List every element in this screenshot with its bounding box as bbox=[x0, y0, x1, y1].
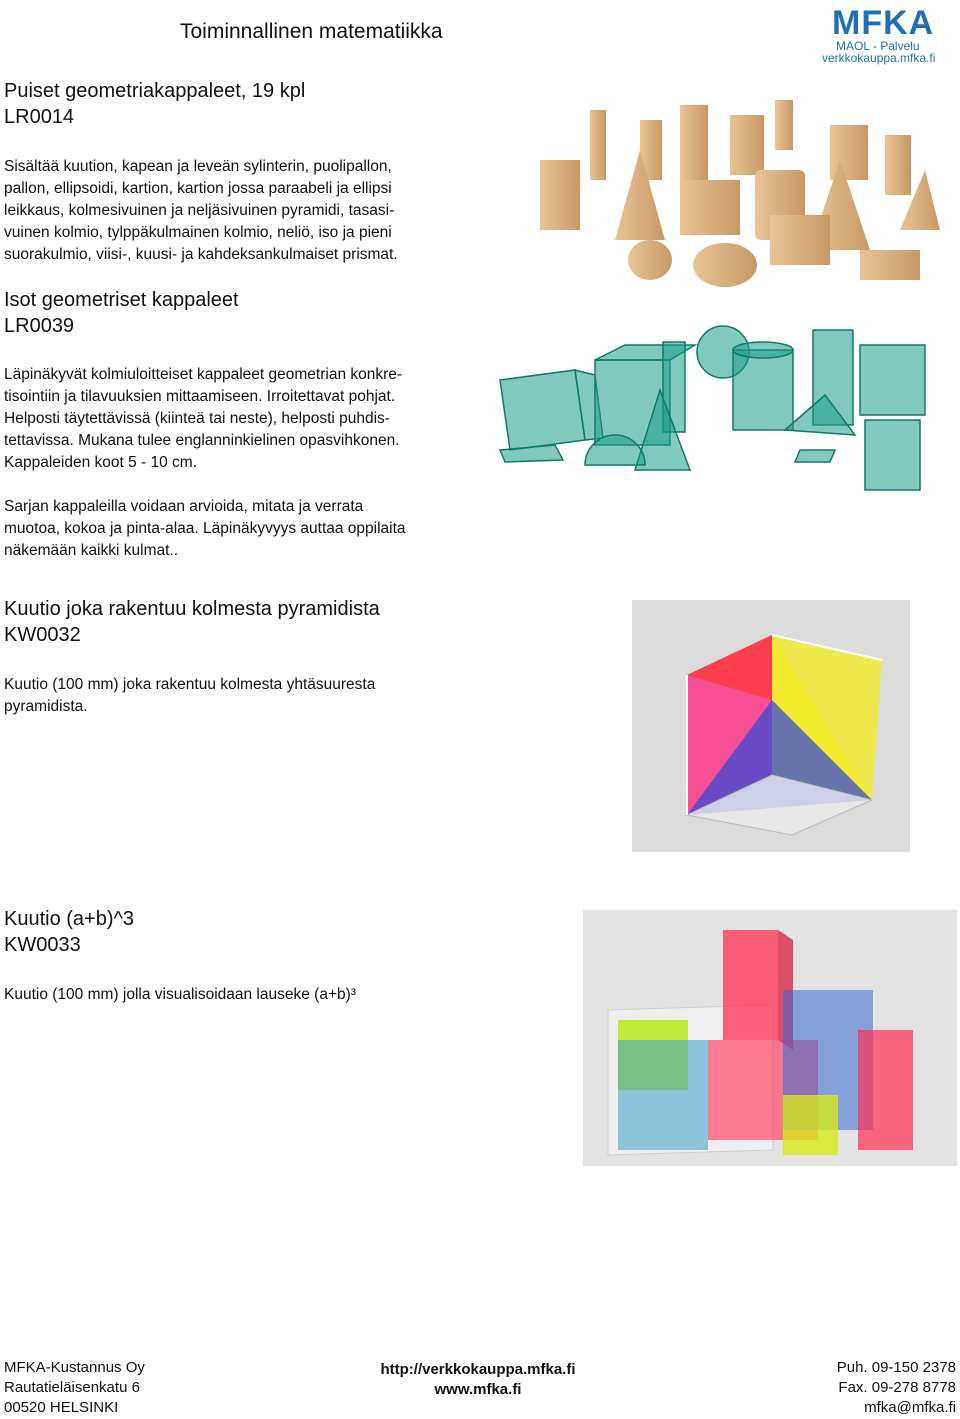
logo-subtitle: MAOL - Palvelu bbox=[836, 39, 920, 53]
website-link[interactable]: www.mfka.fi bbox=[434, 1381, 522, 1398]
product-code: KW0032 bbox=[4, 624, 81, 646]
footer-contact bbox=[837, 1358, 956, 1418]
product-description bbox=[4, 674, 375, 718]
product-description-extra bbox=[4, 496, 406, 562]
postal-address: 00520 HELSINKI bbox=[4, 1399, 119, 1416]
description-line: leikkaus, kolmesivuinen ja neljäsivuinen pyramidi, tasasi- bbox=[4, 202, 395, 219]
footer-links bbox=[378, 1360, 578, 1400]
product-description bbox=[4, 156, 398, 266]
description-line: vuinen kolmio, tylppäkulmainen kolmio, neliö, iso ja pieni bbox=[4, 224, 392, 241]
description-line: pallon, ellipsoidi, kartion, kartion jossa paraabeli ja ellipsi bbox=[4, 180, 392, 197]
description-line: näkemään kaikki kulmat.. bbox=[4, 542, 179, 559]
product-heading bbox=[4, 287, 239, 339]
phone-number: Puh. 09-150 2378 bbox=[836, 1359, 956, 1376]
product-code: LR0039 bbox=[4, 315, 75, 337]
description-line: Kuutio (100 mm) jolla visualisoidaan lauseke (a+b)³ bbox=[4, 986, 356, 1003]
company-name: MFKA-Kustannus Oy bbox=[4, 1359, 145, 1376]
product-heading bbox=[4, 906, 134, 958]
product-description bbox=[4, 984, 356, 1006]
webshop-link[interactable]: http://verkkokauppa.mfka.fi bbox=[380, 1361, 576, 1378]
description-line: Sisältää kuution, kapean ja leveän sylinterin, puolipallon, bbox=[4, 158, 392, 175]
product-title: Kuutio joka rakentuu kolmesta pyramidista bbox=[4, 598, 380, 620]
product-description bbox=[4, 364, 402, 474]
product-heading bbox=[4, 78, 305, 130]
product-code: KW0033 bbox=[4, 934, 81, 956]
description-line: Sarjan kappaleilla voidaan arvioida, mitata ja verrata bbox=[4, 498, 364, 515]
description-line: pyramidista. bbox=[4, 698, 88, 715]
logo-brand: MFKA bbox=[832, 4, 935, 42]
description-line: Läpinäkyvät kolmiuloitteiset kappaleet geometrian konkre- bbox=[4, 366, 403, 383]
pyramid-cube-photo bbox=[632, 600, 910, 852]
description-line: tisointiin ja tilavuuksien mittaamiseen. Irroitettavat pohjat. bbox=[4, 388, 396, 405]
product-code: LR0014 bbox=[4, 106, 75, 128]
fax-number: Fax. 09-278 8778 bbox=[838, 1379, 956, 1396]
footer-address bbox=[4, 1358, 145, 1418]
description-line: tettavissa. Mukana tulee englanninkielinen opasvihkonen. bbox=[4, 432, 400, 449]
product-title: Kuutio (a+b)^3 bbox=[4, 908, 135, 930]
description-line: suorakulmio, viisi-, kuusi- ja kahdeksankulmaiset prismat. bbox=[4, 246, 398, 263]
logo-url: verkkokauppa.mfka.fi bbox=[822, 51, 936, 65]
street-address: Rautatieläisenkatu 6 bbox=[4, 1379, 140, 1396]
description-line: Kappaleiden koot 5 - 10 cm. bbox=[4, 454, 198, 471]
email-link[interactable]: mfka@mfka.fi bbox=[864, 1399, 956, 1416]
wooden-shapes-photo bbox=[530, 100, 950, 290]
mfka-logo[interactable] bbox=[818, 4, 958, 64]
product-heading bbox=[4, 596, 380, 648]
description-line: Helposti täytettävissä (kiinteä tai neste), helposti puhdis- bbox=[4, 410, 390, 427]
description-line: Kuutio (100 mm) joka rakentuu kolmesta yhtäsuuresta bbox=[4, 676, 376, 693]
product-title: Isot geometriset kappaleet bbox=[4, 289, 239, 311]
transparent-shapes-photo bbox=[495, 320, 955, 500]
description-line: muotoa, kokoa ja pinta-alaa. Läpinäkyvyys auttaa oppilaita bbox=[4, 520, 406, 537]
product-title: Puiset geometriakappaleet, 19 kpl bbox=[4, 80, 306, 102]
binomial-cube-photo bbox=[583, 910, 957, 1166]
page-header-title: Toiminnallinen matematiikka bbox=[180, 20, 443, 43]
